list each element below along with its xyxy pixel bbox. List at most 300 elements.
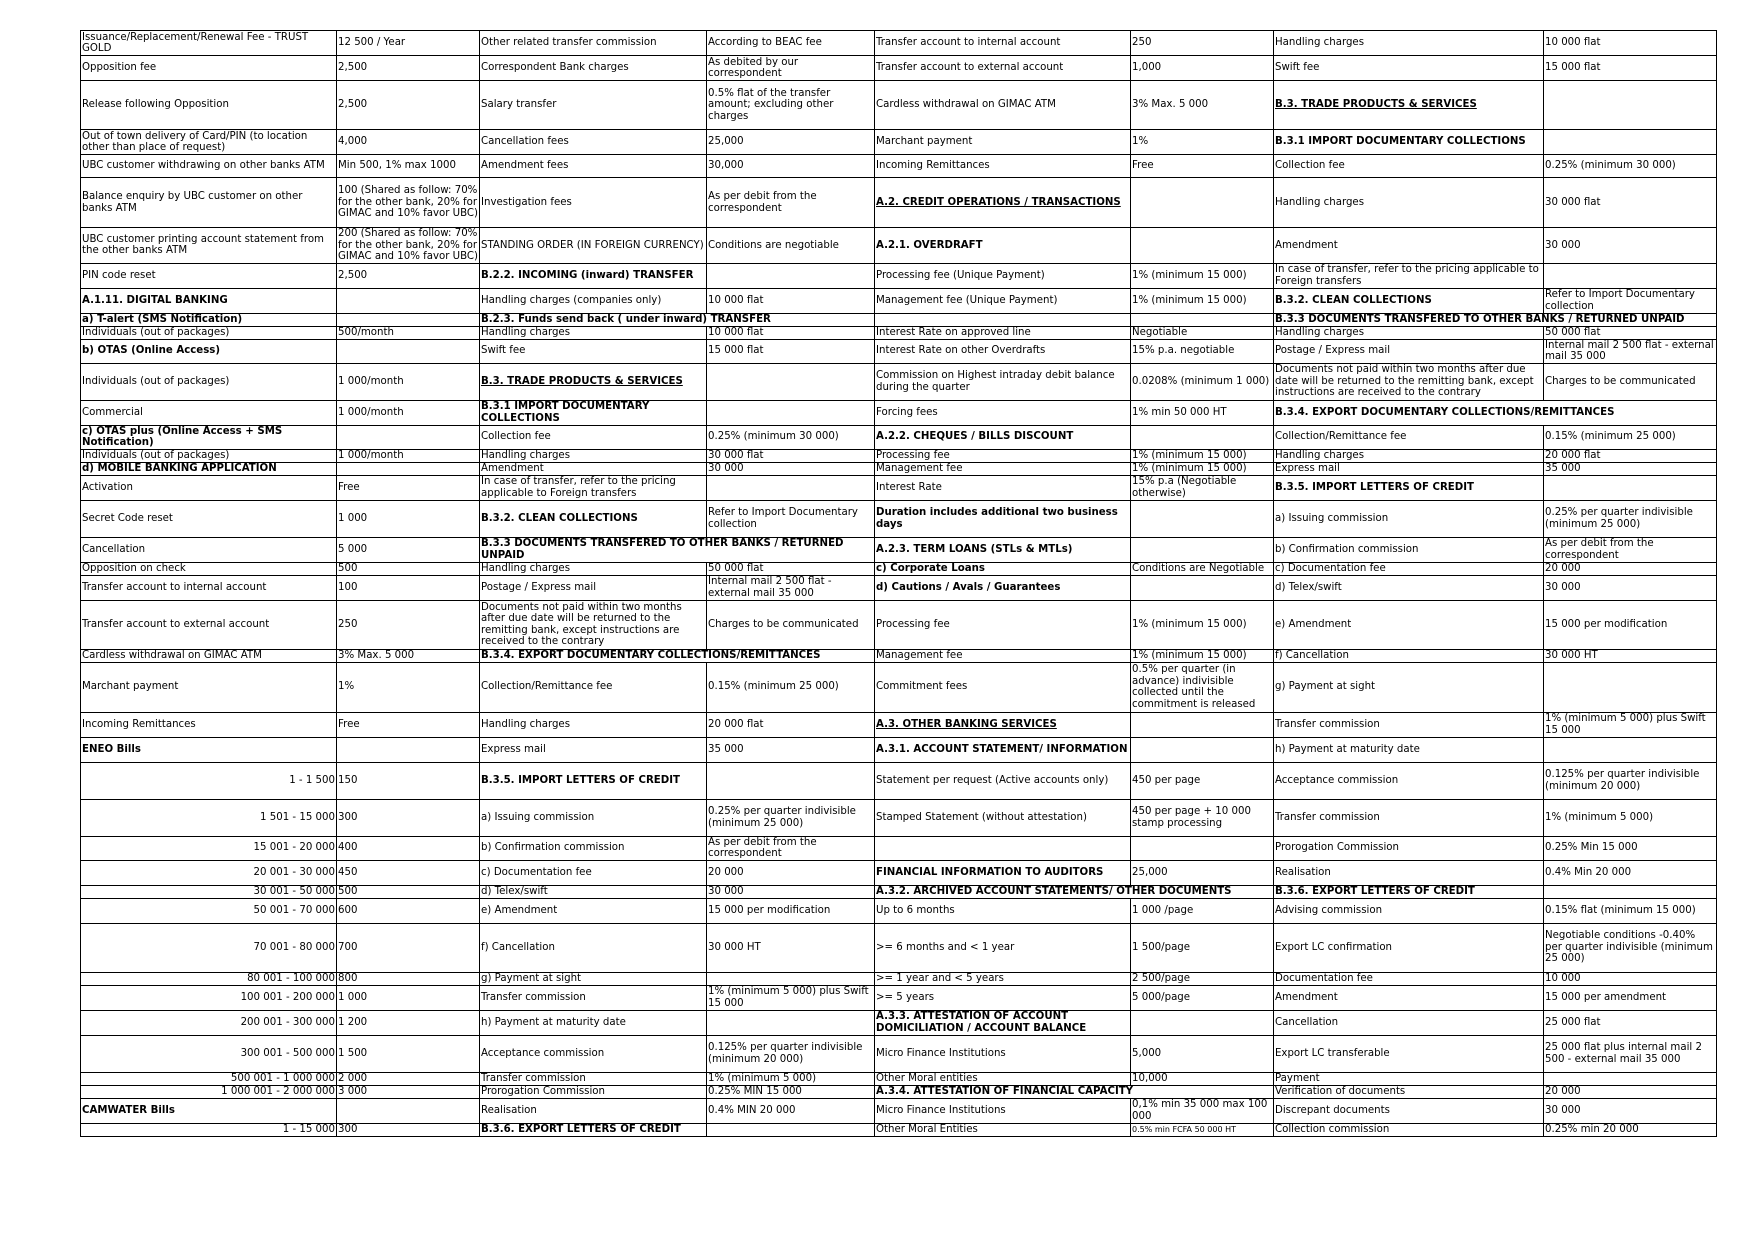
table-cell: 20 001 - 30 000 bbox=[81, 860, 337, 885]
table-cell: Amendment bbox=[1274, 985, 1544, 1010]
table-cell bbox=[337, 313, 480, 326]
table-cell: 30 000 bbox=[1544, 1098, 1717, 1123]
table-cell: 50 000 flat bbox=[1544, 326, 1717, 339]
table-cell bbox=[1544, 885, 1717, 898]
table-cell bbox=[707, 475, 875, 500]
table-cell: 25 000 flat bbox=[1544, 1010, 1717, 1035]
table-row bbox=[81, 712, 1717, 737]
table-cell: Documentation fee bbox=[1274, 972, 1544, 985]
table-cell: A.3. OTHER BANKING SERVICES bbox=[875, 712, 1131, 737]
table-cell: Opposition on check bbox=[81, 562, 337, 575]
table-cell: Charges to be communicated bbox=[707, 600, 875, 649]
fee-schedule-sheet bbox=[80, 30, 1716, 1137]
table-cell: 50 000 flat bbox=[707, 562, 875, 575]
table-cell: Transfer account to internal account bbox=[81, 575, 337, 600]
table-cell: 15 000 per modification bbox=[1544, 600, 1717, 649]
table-cell: Transfer commission bbox=[480, 1072, 707, 1085]
table-cell: STANDING ORDER (IN FOREIGN CURRENCY) bbox=[480, 228, 707, 264]
table-cell: c) Documentation fee bbox=[1274, 562, 1544, 575]
fee-schedule-table bbox=[80, 30, 1717, 1137]
table-cell: f) Cancellation bbox=[1274, 649, 1544, 662]
table-cell: 600 bbox=[337, 898, 480, 923]
table-row bbox=[81, 1010, 1717, 1035]
table-cell: d) Telex/swift bbox=[1274, 575, 1544, 600]
table-cell: >= 1 year and < 5 years bbox=[875, 972, 1131, 985]
table-row bbox=[81, 1035, 1717, 1072]
table-row bbox=[81, 898, 1717, 923]
table-cell: Statement per request (Active accounts only) bbox=[875, 762, 1131, 799]
table-cell: 100 001 - 200 000 bbox=[81, 985, 337, 1010]
table-cell: 1 000/month bbox=[337, 363, 480, 400]
table-cell: Min 500, 1% max 1000 bbox=[337, 155, 480, 178]
table-cell: 0.125% per quarter indivisible (minimum 20 000) bbox=[707, 1035, 875, 1072]
table-cell: Amendment bbox=[480, 462, 707, 475]
table-cell: 25 000 flat plus internal mail 2 500 - external mail 35 000 bbox=[1544, 1035, 1717, 1072]
table-cell: Transfer commission bbox=[1274, 712, 1544, 737]
table-cell bbox=[1544, 737, 1717, 762]
table-row bbox=[81, 885, 1717, 898]
table-cell: b) Confirmation commission bbox=[480, 836, 707, 860]
table-cell: 0.0208% (minimum 1 000) bbox=[1131, 363, 1274, 400]
table-row bbox=[81, 263, 1717, 288]
table-cell: 2,500 bbox=[337, 263, 480, 288]
table-cell bbox=[1544, 263, 1717, 288]
table-cell: Processing fee bbox=[875, 600, 1131, 649]
table-cell: Processing fee (Unique Payment) bbox=[875, 263, 1131, 288]
table-cell: 100 bbox=[337, 575, 480, 600]
table-cell: 10 000 bbox=[1544, 972, 1717, 985]
table-row bbox=[81, 81, 1717, 130]
table-cell: Cancellation fees bbox=[480, 130, 707, 155]
table-cell: Prorogation Commission bbox=[480, 1085, 707, 1098]
table-cell: ENEO Bills bbox=[81, 737, 337, 762]
table-cell: 1% (minimum 15 000) bbox=[1131, 288, 1274, 313]
table-cell: 35 000 bbox=[707, 737, 875, 762]
table-cell: Payment bbox=[1274, 1072, 1544, 1085]
table-cell: 1 000 bbox=[337, 500, 480, 537]
table-cell: 0.25% (minimum 30 000) bbox=[1544, 155, 1717, 178]
table-row bbox=[81, 326, 1717, 339]
table-cell: Collection fee bbox=[1274, 155, 1544, 178]
table-cell: Other related transfer commission bbox=[480, 31, 707, 56]
table-cell: 0.25% (minimum 30 000) bbox=[707, 425, 875, 449]
table-cell: 2 500/page bbox=[1131, 972, 1274, 985]
table-cell: 25,000 bbox=[707, 130, 875, 155]
table-cell: B.3. TRADE PRODUCTS & SERVICES bbox=[480, 363, 707, 400]
table-cell: 1 000/month bbox=[337, 449, 480, 462]
table-cell: b) OTAS (Online Access) bbox=[81, 339, 337, 363]
table-cell: 250 bbox=[337, 600, 480, 649]
table-cell: Refer to Import Documentary collection bbox=[707, 500, 875, 537]
table-cell: Balance enquiry by UBC customer on other banks ATM bbox=[81, 178, 337, 228]
table-cell: 30 000 bbox=[707, 462, 875, 475]
table-cell: Individuals (out of packages) bbox=[81, 326, 337, 339]
table-cell: 70 001 - 80 000 bbox=[81, 923, 337, 972]
table-cell: Cancellation bbox=[81, 537, 337, 562]
table-cell: Interest Rate on other Overdrafts bbox=[875, 339, 1131, 363]
table-cell: 300 001 - 500 000 bbox=[81, 1035, 337, 1072]
table-cell: h) Payment at maturity date bbox=[1274, 737, 1544, 762]
table-cell: 1% (minimum 5 000) bbox=[707, 1072, 875, 1085]
table-cell bbox=[875, 836, 1131, 860]
table-cell: B.3.1 IMPORT DOCUMENTARY COLLECTIONS bbox=[480, 400, 707, 425]
table-cell: Export LC confirmation bbox=[1274, 923, 1544, 972]
table-cell: Transfer commission bbox=[480, 985, 707, 1010]
table-cell bbox=[1131, 228, 1274, 264]
table-cell bbox=[707, 1123, 875, 1136]
table-cell bbox=[1544, 130, 1717, 155]
table-row bbox=[81, 575, 1717, 600]
table-cell: Swift fee bbox=[480, 339, 707, 363]
table-cell bbox=[1544, 662, 1717, 712]
table-cell: B.3.3 DOCUMENTS TRANSFERED TO OTHER BANKS / RETURNED UNPAID bbox=[480, 537, 875, 562]
table-cell: a) Issuing commission bbox=[1274, 500, 1544, 537]
table-cell: Other Moral Entities bbox=[875, 1123, 1131, 1136]
table-cell: A.3.3. ATTESTATION OF ACCOUNT DOMICILIATION / ACCOUNT BALANCE bbox=[875, 1010, 1131, 1035]
table-cell: 5,000 bbox=[1131, 1035, 1274, 1072]
table-row bbox=[81, 313, 1717, 326]
table-cell: 1 500 bbox=[337, 1035, 480, 1072]
table-cell: B.2.2. INCOMING (inward) TRANSFER bbox=[480, 263, 707, 288]
table-cell: Management fee (Unique Payment) bbox=[875, 288, 1131, 313]
table-cell: A.3.2. ARCHIVED ACCOUNT STATEMENTS/ OTHER DOCUMENTS bbox=[875, 885, 1274, 898]
table-cell: 20 000 bbox=[1544, 1085, 1717, 1098]
table-cell: 0.25% Min 15 000 bbox=[1544, 836, 1717, 860]
table-cell bbox=[337, 339, 480, 363]
table-cell: A.2.2. CHEQUES / BILLS DISCOUNT bbox=[875, 425, 1131, 449]
table-row bbox=[81, 1085, 1717, 1098]
table-cell: a) Issuing commission bbox=[480, 799, 707, 836]
table-cell: Handling charges bbox=[1274, 178, 1544, 228]
table-cell: 1% (minimum 15 000) bbox=[1131, 449, 1274, 462]
table-row bbox=[81, 462, 1717, 475]
table-row bbox=[81, 130, 1717, 155]
table-cell: 80 001 - 100 000 bbox=[81, 972, 337, 985]
table-cell: 30 000 flat bbox=[707, 449, 875, 462]
table-cell: Conditions are Negotiable bbox=[1131, 562, 1274, 575]
table-row bbox=[81, 923, 1717, 972]
table-cell: >= 6 months and < 1 year bbox=[875, 923, 1131, 972]
table-cell: In case of transfer, refer to the pricing applicable to Foreign transfers bbox=[480, 475, 707, 500]
table-cell: B.3.2. CLEAN COLLECTIONS bbox=[480, 500, 707, 537]
table-cell: As per debit from the correspondent bbox=[707, 178, 875, 228]
table-cell: c) OTAS plus (Online Access + SMS Notification) bbox=[81, 425, 337, 449]
table-cell: Documents not paid within two months after due date will be returned to the remitting bank, except instructions are received to the contrary bbox=[480, 600, 707, 649]
table-cell bbox=[1131, 836, 1274, 860]
table-cell: Transfer commission bbox=[1274, 799, 1544, 836]
table-cell: 30 000 bbox=[707, 885, 875, 898]
table-row bbox=[81, 56, 1717, 81]
table-row bbox=[81, 537, 1717, 562]
table-cell bbox=[707, 263, 875, 288]
table-cell: 200 (Shared as follow: 70% for the other bank, 20% for GIMAC and 10% favor UBC) bbox=[338, 228, 478, 262]
table-cell: Amendment fees bbox=[480, 155, 707, 178]
table-cell bbox=[707, 400, 875, 425]
table-cell: Discrepant documents bbox=[1274, 1098, 1544, 1123]
table-cell: Cancellation bbox=[1274, 1010, 1544, 1035]
table-cell bbox=[337, 462, 480, 475]
table-cell bbox=[337, 425, 480, 449]
table-cell: Stamped Statement (without attestation) bbox=[875, 799, 1131, 836]
table-cell: 1% (minimum 15 000) bbox=[1131, 649, 1274, 662]
table-cell: Handling charges bbox=[480, 326, 707, 339]
table-cell: Individuals (out of packages) bbox=[81, 449, 337, 462]
table-cell: 15% p.a. negotiable bbox=[1131, 339, 1274, 363]
table-cell: Collection fee bbox=[480, 425, 707, 449]
table-cell: B.3.1 IMPORT DOCUMENTARY COLLECTIONS bbox=[1274, 130, 1544, 155]
table-cell: As per debit from the correspondent bbox=[1544, 537, 1717, 562]
table-cell: 0.125% per quarter indivisible (minimum 20 000) bbox=[1544, 762, 1717, 799]
table-cell: 30 000 HT bbox=[707, 923, 875, 972]
table-row bbox=[81, 363, 1717, 400]
table-cell: 10,000 bbox=[1131, 1072, 1274, 1085]
table-cell: Issuance/Replacement/Renewal Fee - TRUST GOLD bbox=[81, 31, 337, 56]
table-cell: According to BEAC fee bbox=[707, 31, 875, 56]
table-cell: 0.5% min FCFA 50 000 HT bbox=[1131, 1123, 1274, 1136]
table-row bbox=[81, 425, 1717, 449]
table-cell: A.2.3. TERM LOANS (STLs & MTLs) bbox=[875, 537, 1131, 562]
table-cell: 0,1% min 35 000 max 100 000 bbox=[1131, 1098, 1274, 1123]
table-cell: Handling charges (companies only) bbox=[480, 288, 707, 313]
table-cell: 3 000 bbox=[337, 1085, 480, 1098]
table-cell: Free bbox=[337, 475, 480, 500]
table-cell: Marchant payment bbox=[875, 130, 1131, 155]
table-cell: g) Payment at sight bbox=[1274, 662, 1544, 712]
table-cell bbox=[1131, 425, 1274, 449]
table-cell: Documents not paid within two months after due date will be returned to the remitting bank, except instructions are received to the contrary bbox=[1274, 363, 1544, 400]
table-cell: 0.15% (minimum 25 000) bbox=[707, 662, 875, 712]
table-cell: 1% (minimum 15 000) bbox=[1131, 600, 1274, 649]
table-cell: Correspondent Bank charges bbox=[480, 56, 707, 81]
table-cell: 0.5% per quarter (in advance) indivisible collected until the commitment is released bbox=[1131, 662, 1274, 712]
table-cell: Commercial bbox=[81, 400, 337, 425]
table-cell: Collection/Remittance fee bbox=[480, 662, 707, 712]
table-cell: In case of transfer, refer to the pricing applicable to Foreign transfers bbox=[1274, 263, 1544, 288]
table-cell bbox=[1131, 712, 1274, 737]
table-cell: Forcing fees bbox=[875, 400, 1131, 425]
table-cell: Micro Finance Institutions bbox=[875, 1035, 1131, 1072]
table-cell: Interest Rate on approved line bbox=[875, 326, 1131, 339]
table-row bbox=[81, 836, 1717, 860]
table-cell: 2,500 bbox=[337, 56, 480, 81]
table-cell: 0.15% flat (minimum 15 000) bbox=[1544, 898, 1717, 923]
table-cell: 1% (minimum 15 000) bbox=[1131, 462, 1274, 475]
table-cell: Micro Finance Institutions bbox=[875, 1098, 1131, 1123]
table-cell: 4,000 bbox=[337, 130, 480, 155]
table-cell: B.3.4. EXPORT DOCUMENTARY COLLECTIONS/REMITTANCES bbox=[1274, 400, 1717, 425]
table-row bbox=[81, 737, 1717, 762]
table-cell: B.3.5. IMPORT LETTERS OF CREDIT bbox=[1274, 475, 1544, 500]
table-cell: 1 - 1 500 bbox=[81, 762, 337, 799]
table-cell: Transfer account to external account bbox=[81, 600, 337, 649]
table-cell bbox=[707, 363, 875, 400]
table-cell: 200 001 - 300 000 bbox=[81, 1010, 337, 1035]
table-cell: Incoming Remittances bbox=[81, 712, 337, 737]
table-row bbox=[81, 500, 1717, 537]
table-cell: 700 bbox=[337, 923, 480, 972]
table-cell: A.1.11. DIGITAL BANKING bbox=[81, 288, 337, 313]
table-cell: Transfer account to internal account bbox=[875, 31, 1131, 56]
table-cell: 15% p.a (Negotiable otherwise) bbox=[1131, 475, 1274, 500]
table-row bbox=[81, 400, 1717, 425]
table-cell: Export LC transferable bbox=[1274, 1035, 1544, 1072]
table-cell: Amendment bbox=[1274, 228, 1544, 264]
table-cell: Advising commission bbox=[1274, 898, 1544, 923]
table-row bbox=[81, 475, 1717, 500]
table-cell: 150 bbox=[337, 762, 480, 799]
table-cell: B.3.3 DOCUMENTS TRANSFERED TO OTHER BANKS / RETURNED UNPAID bbox=[1274, 313, 1717, 326]
table-cell: 1 000 001 - 2 000 000 bbox=[81, 1085, 337, 1098]
table-cell: 1 - 15 000 bbox=[81, 1123, 337, 1136]
table-cell bbox=[1544, 81, 1717, 130]
table-cell: Free bbox=[337, 712, 480, 737]
table-cell: 0.25% min 20 000 bbox=[1544, 1123, 1717, 1136]
table-cell: Processing fee bbox=[875, 449, 1131, 462]
table-cell: 30 000 bbox=[1544, 228, 1717, 264]
table-cell bbox=[875, 313, 1131, 326]
table-cell: 10 000 flat bbox=[707, 288, 875, 313]
table-cell bbox=[337, 288, 480, 313]
table-cell: Express mail bbox=[480, 737, 707, 762]
table-cell: Prorogation Commission bbox=[1274, 836, 1544, 860]
table-cell: 0.4% Min 20 000 bbox=[1544, 860, 1717, 885]
table-cell bbox=[1131, 500, 1274, 537]
table-cell: Cardless withdrawal on GIMAC ATM bbox=[81, 649, 337, 662]
table-cell: Duration includes additional two business days bbox=[875, 500, 1131, 537]
table-cell: 10 000 flat bbox=[1544, 31, 1717, 56]
table-cell: Collection/Remittance fee bbox=[1274, 425, 1544, 449]
table-row bbox=[81, 1072, 1717, 1085]
table-cell: UBC customer printing account statement from the other banks ATM bbox=[81, 228, 337, 264]
table-cell: Internal mail 2 500 flat - external mail 35 000 bbox=[1544, 339, 1717, 363]
table-cell: 100 (Shared as follow: 70% for the other bank, 20% for GIMAC and 10% favor UBC) bbox=[337, 178, 480, 228]
table-row bbox=[81, 339, 1717, 363]
table-cell: 450 bbox=[337, 860, 480, 885]
table-cell: Handling charges bbox=[1274, 326, 1544, 339]
table-cell: 2,500 bbox=[337, 81, 480, 130]
table-cell: d) Cautions / Avals / Guarantees bbox=[875, 575, 1131, 600]
table-cell: Refer to Import Documentary collection bbox=[1544, 288, 1717, 313]
table-cell: Out of town delivery of Card/PIN (to location other than place of request) bbox=[81, 130, 337, 155]
table-cell: 30 001 - 50 000 bbox=[81, 885, 337, 898]
table-cell: A.2.1. OVERDRAFT bbox=[875, 228, 1131, 264]
table-row bbox=[81, 31, 1717, 56]
table-row bbox=[81, 288, 1717, 313]
table-cell: h) Payment at maturity date bbox=[480, 1010, 707, 1035]
table-cell: Salary transfer bbox=[480, 81, 707, 130]
table-cell: B.3.5. IMPORT LETTERS OF CREDIT bbox=[480, 762, 707, 799]
table-cell: 20 000 flat bbox=[1544, 449, 1717, 462]
table-cell: 30 000 HT bbox=[1544, 649, 1717, 662]
table-cell: 15 000 per amendment bbox=[1544, 985, 1717, 1010]
table-cell: 2 000 bbox=[337, 1072, 480, 1085]
table-cell: 1 501 - 15 000 bbox=[81, 799, 337, 836]
table-cell: Commission on Highest intraday debit balance during the quarter bbox=[875, 363, 1131, 400]
table-cell: Other Moral entities bbox=[875, 1072, 1131, 1085]
table-row bbox=[81, 649, 1717, 662]
table-cell: e) Amendment bbox=[1274, 600, 1544, 649]
table-cell: Realisation bbox=[1274, 860, 1544, 885]
table-cell: Express mail bbox=[1274, 462, 1544, 475]
table-cell: Management fee bbox=[875, 462, 1131, 475]
table-cell bbox=[1131, 313, 1274, 326]
table-cell: Internal mail 2 500 flat - external mail 35 000 bbox=[707, 575, 875, 600]
table-row bbox=[81, 562, 1717, 575]
table-cell bbox=[1131, 178, 1274, 228]
table-cell: Negotiable bbox=[1131, 326, 1274, 339]
table-cell: Handling charges bbox=[1274, 449, 1544, 462]
table-cell: Management fee bbox=[875, 649, 1131, 662]
table-cell: 15 001 - 20 000 bbox=[81, 836, 337, 860]
table-row bbox=[81, 600, 1717, 649]
table-cell: 30,000 bbox=[707, 155, 875, 178]
table-cell: 500 bbox=[337, 885, 480, 898]
table-row bbox=[81, 1098, 1717, 1123]
table-cell: Realisation bbox=[480, 1098, 707, 1123]
table-cell: Activation bbox=[81, 475, 337, 500]
table-cell: 15 000 flat bbox=[1544, 56, 1717, 81]
table-cell: a) T-alert (SMS Notification) bbox=[81, 313, 337, 326]
table-cell: Opposition fee bbox=[81, 56, 337, 81]
table-cell: Cardless withdrawal on GIMAC ATM bbox=[875, 81, 1131, 130]
table-row bbox=[81, 228, 1717, 264]
table-cell: e) Amendment bbox=[480, 898, 707, 923]
table-cell: Postage / Express mail bbox=[480, 575, 707, 600]
table-cell: 1 000 /page bbox=[1131, 898, 1274, 923]
table-row bbox=[81, 449, 1717, 462]
table-cell: Verification of documents bbox=[1274, 1085, 1544, 1098]
table-row bbox=[81, 762, 1717, 799]
table-cell: c) Corporate Loans bbox=[875, 562, 1131, 575]
table-cell: 300 bbox=[337, 1123, 480, 1136]
table-cell: 5 000 bbox=[337, 537, 480, 562]
table-cell: 1% (minimum 15 000) bbox=[1131, 263, 1274, 288]
table-cell bbox=[707, 972, 875, 985]
table-cell: 50 001 - 70 000 bbox=[81, 898, 337, 923]
table-cell: Investigation fees bbox=[480, 178, 707, 228]
table-cell bbox=[707, 1010, 875, 1035]
table-cell: 3% Max. 5 000 bbox=[337, 649, 480, 662]
table-cell: A.3.4. ATTESTATION OF FINANCIAL CAPACITY bbox=[875, 1085, 1274, 1098]
table-cell: Individuals (out of packages) bbox=[81, 363, 337, 400]
table-cell bbox=[337, 1098, 480, 1123]
table-cell: c) Documentation fee bbox=[480, 860, 707, 885]
table-cell: Release following Opposition bbox=[81, 81, 337, 130]
table-cell: As debited by our correspondent bbox=[707, 56, 875, 81]
table-row bbox=[81, 155, 1717, 178]
table-cell bbox=[707, 762, 875, 799]
table-cell: 0.25% per quarter indivisible (minimum 25 000) bbox=[1544, 500, 1717, 537]
table-cell: 1,000 bbox=[1131, 56, 1274, 81]
table-cell: Secret Code reset bbox=[81, 500, 337, 537]
table-cell: 1% (minimum 5 000) plus Swift 15 000 bbox=[1544, 712, 1717, 737]
table-cell bbox=[1544, 1072, 1717, 1085]
table-row bbox=[81, 985, 1717, 1010]
table-row bbox=[81, 178, 1717, 228]
table-cell: Acceptance commission bbox=[480, 1035, 707, 1072]
table-cell: 35 000 bbox=[1544, 462, 1717, 475]
table-cell bbox=[337, 737, 480, 762]
table-cell bbox=[1131, 1010, 1274, 1035]
table-cell: 20 000 bbox=[1544, 562, 1717, 575]
table-cell: Acceptance commission bbox=[1274, 762, 1544, 799]
table-cell: Charges to be communicated bbox=[1544, 363, 1717, 400]
table-cell: Incoming Remittances bbox=[875, 155, 1131, 178]
table-cell: A.3.1. ACCOUNT STATEMENT/ INFORMATION bbox=[875, 737, 1131, 762]
table-cell: 300 bbox=[337, 799, 480, 836]
table-cell: 500 bbox=[337, 562, 480, 575]
table-row bbox=[81, 1123, 1717, 1136]
